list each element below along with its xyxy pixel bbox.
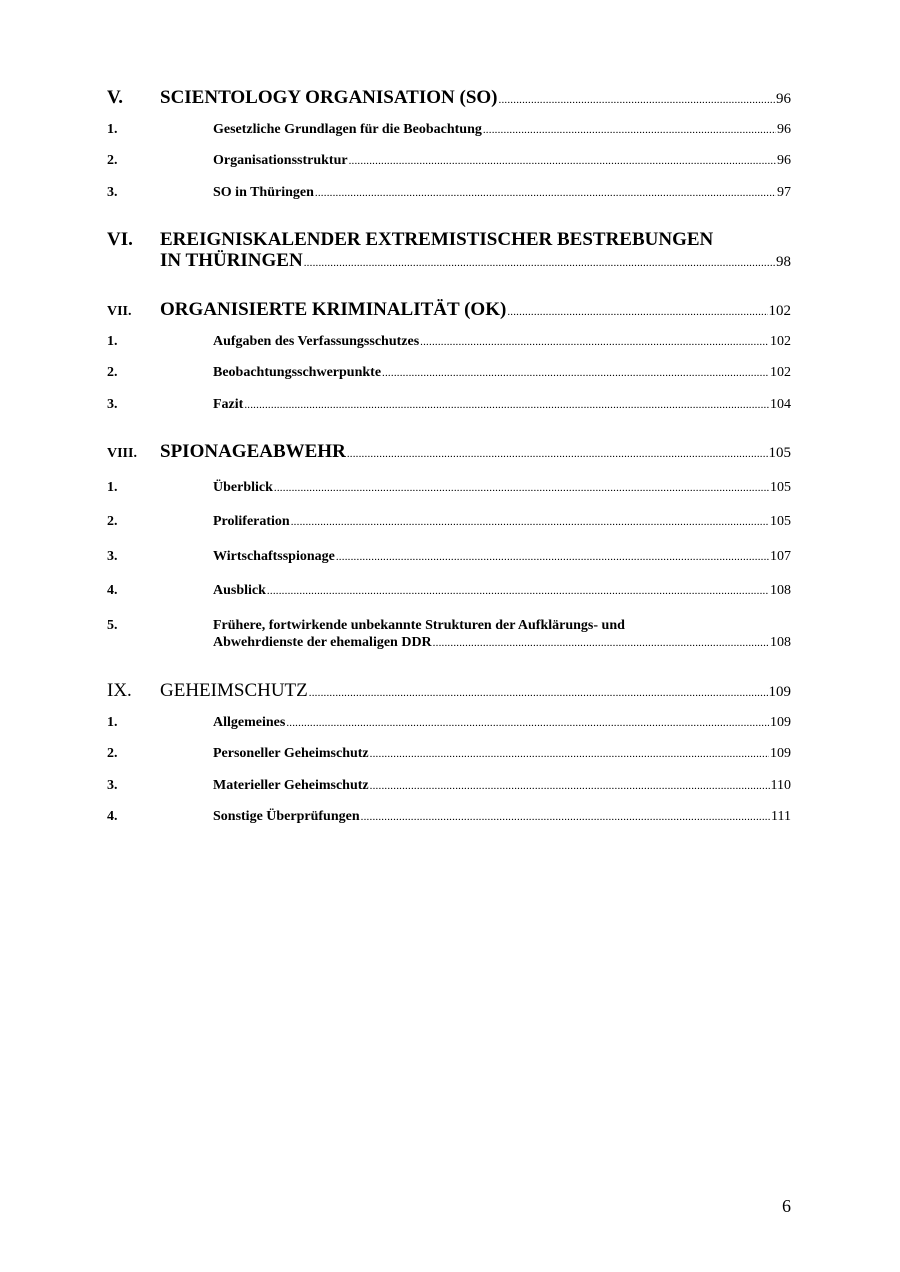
entry-number: 1.	[107, 715, 118, 730]
entry-title: Sonstige Überprüfungen	[213, 809, 360, 824]
entry-number: 1.	[107, 480, 118, 495]
entry-number: 3.	[107, 185, 118, 200]
page-ref: 97	[777, 185, 791, 200]
entry-number: 2.	[107, 514, 118, 529]
section-title: ORGANISIERTE KRIMINALITÄT (OK)	[160, 299, 507, 320]
dot-leader	[349, 155, 776, 167]
page-ref: 107	[770, 549, 791, 564]
entry-title: Allgemeines	[213, 715, 286, 730]
entry-title: Überblick	[213, 480, 273, 495]
dot-leader	[315, 187, 776, 199]
entry-number: 3.	[107, 397, 118, 412]
entry-title: Beobachtungsschwerpunkte	[213, 365, 382, 380]
page-number: 6	[782, 1196, 791, 1216]
dot-leader	[336, 551, 769, 563]
entry-number: 3.	[107, 778, 118, 793]
page-ref: 98	[776, 254, 791, 270]
section-title: SCIENTOLOGY ORGANISATION (SO)	[160, 87, 498, 108]
entry-title-line2: Abwehrdienste der ehemaligen DDR	[213, 635, 432, 650]
page-ref: 104	[770, 397, 791, 412]
entry-title: Organisationsstruktur	[213, 153, 348, 168]
section-number: V.	[107, 87, 124, 108]
entry-number: 1.	[107, 334, 118, 349]
entry-number: 4.	[107, 583, 118, 598]
entry-title: SO in Thüringen	[213, 185, 314, 200]
entry-title: Ausblick	[213, 583, 266, 598]
entry-title: Gesetzliche Grundlagen für die Beobachtung	[213, 122, 482, 137]
entry-title: Aufgaben des Verfassungsschutzes	[213, 334, 420, 349]
page-ref: 109	[768, 684, 791, 700]
page-ref: 96	[777, 122, 791, 137]
entry-title: Personeller Geheimschutz	[213, 746, 369, 761]
dot-leader	[309, 687, 768, 699]
page-ref: 102	[768, 303, 791, 319]
page-ref: 110	[770, 778, 791, 793]
page-ref: 105	[770, 514, 791, 529]
page-ref: 108	[770, 583, 791, 598]
page-ref: 102	[770, 334, 791, 349]
entry-title: Materieller Geheimschutz	[213, 778, 369, 793]
dot-leader	[244, 399, 769, 411]
dot-leader	[361, 811, 770, 823]
section-title-line2: IN THÜRINGEN	[160, 250, 303, 271]
page-ref: 108	[770, 635, 791, 650]
section-title: GEHEIMSCHUTZ	[160, 680, 308, 701]
entry-number: 2.	[107, 746, 118, 761]
page-ref: 102	[770, 365, 791, 380]
section-title: SPIONAGEABWEHR	[160, 441, 346, 462]
dot-leader	[507, 306, 767, 318]
section-number: VI.	[107, 229, 133, 250]
section-number: IX.	[107, 680, 132, 701]
dot-leader	[370, 748, 769, 760]
dot-leader	[433, 637, 769, 649]
entry-title: Wirtschaftsspionage	[213, 549, 335, 564]
entry-title: Proliferation	[213, 514, 290, 529]
page-ref: 109	[770, 715, 791, 730]
dot-leader	[267, 585, 769, 597]
dot-leader	[291, 516, 769, 528]
dot-leader	[420, 336, 769, 348]
section-number: VIII.	[107, 446, 137, 461]
entry-title-line1: Frühere, fortwirkende unbekannte Strukturen der Aufklärungs- und	[213, 618, 625, 633]
dot-leader	[499, 94, 776, 106]
dot-leader	[274, 482, 769, 494]
entry-number: 5.	[107, 618, 118, 633]
dot-leader	[286, 717, 769, 729]
page-ref: 111	[771, 809, 791, 824]
dot-leader	[347, 448, 768, 460]
entry-number: 2.	[107, 365, 118, 380]
entry-number: 1.	[107, 122, 118, 137]
section-title-line1: EREIGNISKALENDER EXTREMISTISCHER BESTREBUNGEN	[160, 229, 714, 250]
dot-leader	[304, 257, 775, 269]
page-ref: 105	[768, 445, 791, 461]
page-ref: 96	[777, 153, 791, 168]
dot-leader	[370, 780, 770, 792]
page-ref: 96	[776, 91, 791, 107]
section-number: VII.	[107, 304, 132, 319]
dot-leader	[382, 367, 769, 379]
dot-leader	[483, 124, 776, 136]
page-ref: 109	[770, 746, 791, 761]
entry-title: Fazit	[213, 397, 244, 412]
page-ref: 105	[770, 480, 791, 495]
entry-number: 4.	[107, 809, 118, 824]
entry-number: 3.	[107, 549, 118, 564]
entry-number: 2.	[107, 153, 118, 168]
